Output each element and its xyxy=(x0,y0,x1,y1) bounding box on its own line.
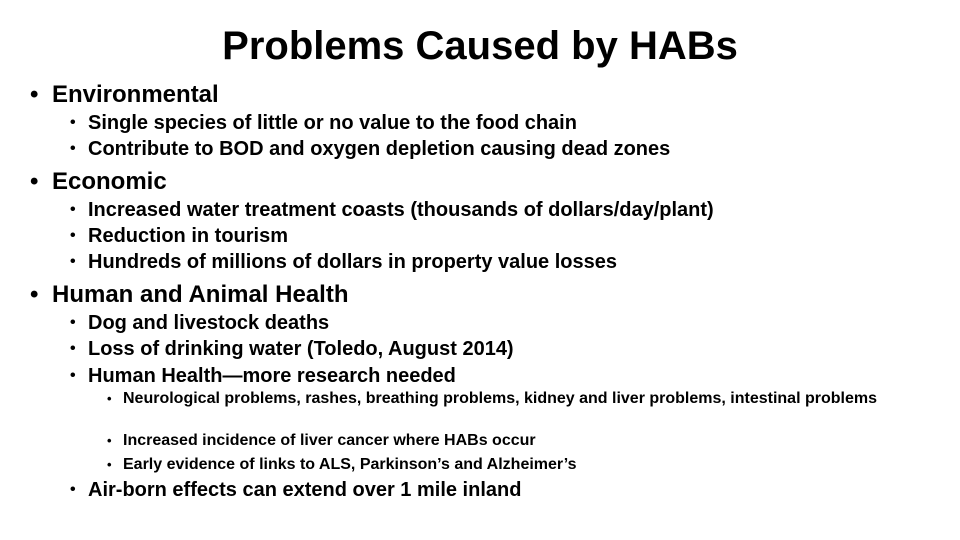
list-item-text: Increased water treatment coasts (thousands of dollars/day/plant) xyxy=(88,199,714,221)
sub-list-item-text: Neurological problems, rashes, breathing problems, kidney and liver problems, intestinal problems xyxy=(123,390,877,407)
bullet-dot: • xyxy=(70,314,76,331)
bullet-dot: • xyxy=(30,81,39,108)
bullet-dot: • xyxy=(30,281,39,308)
bullet-dot: • xyxy=(107,433,112,448)
bullet-dot: • xyxy=(70,367,76,384)
list-item-text: Hundreds of millions of dollars in property value losses xyxy=(88,251,617,273)
bullet-dot: • xyxy=(70,140,76,157)
bullet-dot: • xyxy=(70,227,76,244)
bullet-dot: • xyxy=(70,340,76,357)
list-item-text: Loss of drinking water (Toledo, August 2014) xyxy=(88,338,514,360)
section-heading-environmental: Environmental xyxy=(52,81,219,108)
sub-list-item-text: Early evidence of links to ALS, Parkinson’s and Alzheimer’s xyxy=(123,456,577,473)
bullet-dot: • xyxy=(70,253,76,270)
list-item-text: Reduction in tourism xyxy=(88,225,288,247)
list-item-text: Human Health—more research needed xyxy=(88,365,456,387)
section-heading-economic: Economic xyxy=(52,168,167,195)
list-item-text: Single species of little or no value to the food chain xyxy=(88,112,577,134)
slide-title: Problems Caused by HABs xyxy=(222,24,738,68)
bullet-dot: • xyxy=(70,481,76,498)
list-item-text: Dog and livestock deaths xyxy=(88,312,330,334)
list-item-text: Air-born effects can extend over 1 mile inland xyxy=(88,479,522,501)
bullet-dot: • xyxy=(107,457,112,472)
bullet-dot: • xyxy=(70,114,76,131)
list-item-text: Contribute to BOD and oxygen depletion causing dead zones xyxy=(88,138,671,160)
section-heading-human-animal-health: Human and Animal Health xyxy=(52,281,349,308)
bullet-dot: • xyxy=(30,168,39,195)
bullet-dot: • xyxy=(70,201,76,218)
sub-list-item-text: Increased incidence of liver cancer where HABs occur xyxy=(123,432,536,449)
bullet-dot: • xyxy=(107,391,112,406)
